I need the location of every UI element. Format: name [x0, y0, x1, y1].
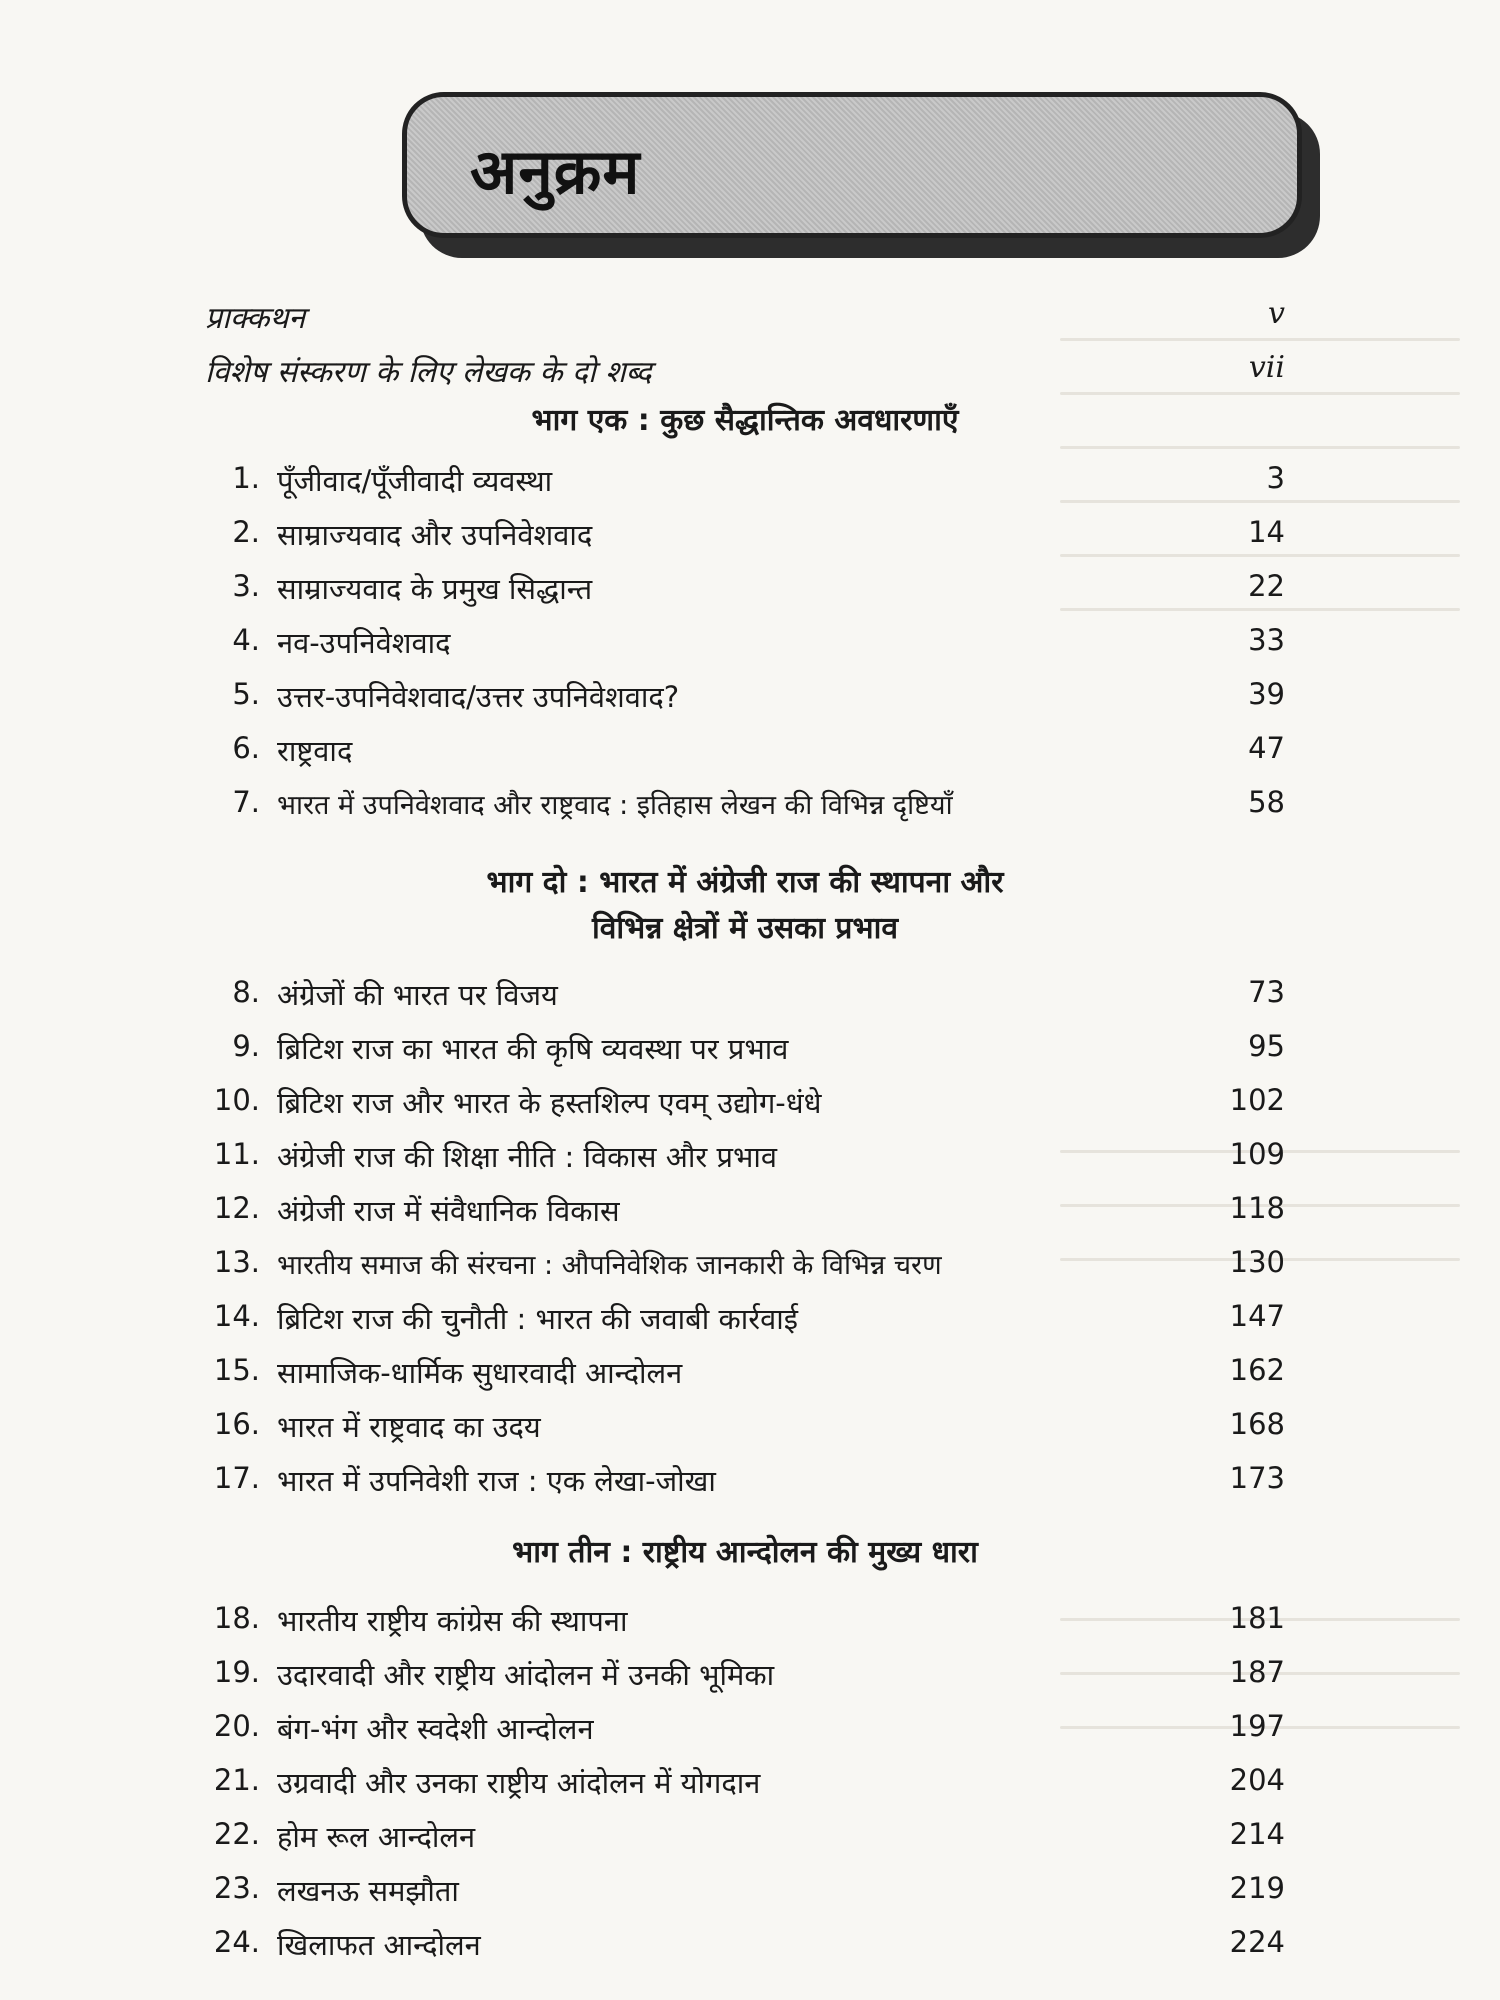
front-matter-page: vii — [1248, 350, 1285, 385]
chapter-title: उदारवादी और राष्ट्रीय आंदोलन में उनकी भूमिका — [277, 1658, 775, 1692]
chapter-title: उत्तर-उपनिवेशवाद/उत्तर उपनिवेशवाद? — [277, 680, 680, 714]
chapter-title: खिलाफत आन्दोलन — [277, 1928, 481, 1962]
chapter-page: 219 — [1229, 1871, 1285, 1905]
chapter-number: 5. — [232, 677, 260, 711]
toc-row — [205, 776, 1285, 830]
chapter-page: 162 — [1229, 1353, 1285, 1387]
chapter-title: लखनऊ समझौता — [277, 1874, 459, 1908]
chapter-title: भारत में राष्ट्रवाद का उदय — [277, 1410, 541, 1444]
toc-row — [205, 1754, 1285, 1808]
chapter-number: 18. — [213, 1601, 260, 1635]
toc-row — [205, 1344, 1285, 1398]
toc-row — [205, 1128, 1285, 1182]
chapter-title: साम्राज्यवाद के प्रमुख सिद्धान्त — [277, 572, 593, 606]
toc-row — [205, 1592, 1285, 1646]
chapter-number: 13. — [213, 1245, 260, 1279]
chapter-page: 187 — [1229, 1655, 1285, 1689]
chapter-title: भारतीय राष्ट्रीय कांग्रेस की स्थापना — [277, 1604, 628, 1638]
chapter-title: अंग्रेजी राज में संवैधानिक विकास — [277, 1194, 620, 1228]
chapter-page: 214 — [1229, 1817, 1285, 1851]
toc-row — [205, 1646, 1285, 1700]
chapter-number: 15. — [213, 1353, 260, 1387]
part-heading — [205, 398, 1285, 444]
chapter-page: 181 — [1229, 1601, 1285, 1635]
chapter-page: 118 — [1229, 1191, 1285, 1225]
part-heading — [205, 860, 1285, 952]
chapter-number: 8. — [232, 975, 260, 1009]
chapter-title: ब्रिटिश राज और भारत के हस्तशिल्प एवम् उद्योग-धंधे — [277, 1086, 822, 1120]
chapter-number: 2. — [232, 515, 260, 549]
chapter-page: 204 — [1229, 1763, 1285, 1797]
toc-row — [205, 668, 1285, 722]
chapter-number: 3. — [232, 569, 260, 603]
chapter-title: राष्ट्रवाद — [277, 734, 353, 768]
chapter-page: 102 — [1229, 1083, 1285, 1117]
toc-list-part-2 — [205, 966, 1285, 1506]
chapter-number: 24. — [213, 1925, 260, 1959]
chapter-page: 58 — [1248, 785, 1285, 819]
chapter-title: उग्रवादी और उनका राष्ट्रीय आंदोलन में योगदान — [277, 1766, 761, 1800]
toc-row — [205, 1236, 1285, 1290]
front-matter-title: विशेष संस्करण के लिए लेखक के दो शब्द — [205, 355, 652, 390]
chapter-title: होम रूल आन्दोलन — [277, 1820, 476, 1854]
chapter-page: 224 — [1229, 1925, 1285, 1959]
chapter-number: 17. — [213, 1461, 260, 1495]
page-title: अनुक्रम — [470, 135, 641, 208]
front-matter-row — [205, 290, 1285, 340]
toc-row — [205, 1452, 1285, 1506]
part-heading-line: भाग तीन : राष्ट्रीय आन्दोलन की मुख्य धारा — [512, 1535, 978, 1570]
toc-row — [205, 1700, 1285, 1754]
chapter-page: 3 — [1266, 461, 1285, 495]
chapter-number: 10. — [213, 1083, 260, 1117]
chapter-title: सामाजिक-धार्मिक सुधारवादी आन्दोलन — [277, 1356, 683, 1390]
part-heading-line: विभिन्न क्षेत्रों में उसका प्रभाव — [591, 911, 899, 946]
chapter-number: 9. — [232, 1029, 260, 1063]
chapter-page: 197 — [1229, 1709, 1285, 1743]
chapter-number: 21. — [213, 1763, 260, 1797]
chapter-number: 23. — [213, 1871, 260, 1905]
chapter-page: 130 — [1229, 1245, 1285, 1279]
front-matter-title: प्राक्कथन — [205, 301, 306, 336]
toc-row — [205, 1290, 1285, 1344]
chapter-title: पूँजीवाद/पूँजीवादी व्यवस्था — [277, 464, 553, 498]
chapter-page: 22 — [1248, 569, 1285, 603]
toc-row — [205, 1398, 1285, 1452]
toc-row — [205, 1808, 1285, 1862]
chapter-page: 168 — [1229, 1407, 1285, 1441]
chapter-number: 14. — [213, 1299, 260, 1333]
toc-row — [205, 1020, 1285, 1074]
chapter-title: बंग-भंग और स्वदेशी आन्दोलन — [277, 1712, 594, 1746]
chapter-title: भारत में उपनिवेशवाद और राष्ट्रवाद : इतिहास लेखन की विभिन्न दृष्टियाँ — [277, 790, 953, 821]
chapter-page: 95 — [1248, 1029, 1285, 1063]
chapter-page: 109 — [1229, 1137, 1285, 1171]
part-heading — [205, 1530, 1285, 1576]
chapter-number: 19. — [213, 1655, 260, 1689]
chapter-title: अंग्रेजों की भारत पर विजय — [277, 978, 558, 1012]
toc-row — [205, 1862, 1285, 1916]
chapter-title: भारतीय समाज की संरचना : औपनिवेशिक जानकारी के विभिन्न चरण — [277, 1250, 942, 1281]
chapter-number: 6. — [232, 731, 260, 765]
chapter-number: 1. — [232, 461, 260, 495]
chapter-page: 14 — [1248, 515, 1285, 549]
toc-row — [205, 452, 1285, 506]
bleed-through-line — [1060, 446, 1460, 449]
chapter-title: अंग्रेजी राज की शिक्षा नीति : विकास और प्रभाव — [277, 1140, 777, 1174]
toc-row — [205, 506, 1285, 560]
toc-list-part-3 — [205, 1592, 1285, 1970]
chapter-page: 39 — [1248, 677, 1285, 711]
toc-list-part-1 — [205, 452, 1285, 830]
toc-row — [205, 1916, 1285, 1970]
chapter-title: भारत में उपनिवेशी राज : एक लेखा-जोखा — [277, 1464, 716, 1498]
chapter-number: 7. — [232, 785, 260, 819]
chapter-number: 22. — [213, 1817, 260, 1851]
chapter-number: 4. — [232, 623, 260, 657]
chapter-page: 47 — [1248, 731, 1285, 765]
part-heading-line: भाग दो : भारत में अंग्रेजी राज की स्थापना और — [486, 865, 1004, 900]
front-matter-page: v — [1268, 296, 1285, 331]
chapter-page: 147 — [1229, 1299, 1285, 1333]
chapter-title: ब्रिटिश राज का भारत की कृषि व्यवस्था पर प्रभाव — [277, 1032, 789, 1066]
toc-row — [205, 560, 1285, 614]
chapter-number: 11. — [213, 1137, 260, 1171]
chapter-number: 20. — [213, 1709, 260, 1743]
chapter-title: ब्रिटिश राज की चुनौती : भारत की जवाबी कार्रवाई — [277, 1302, 798, 1336]
chapter-page: 73 — [1248, 975, 1285, 1009]
chapter-number: 12. — [213, 1191, 260, 1225]
part-heading-line: भाग एक : कुछ सैद्धान्तिक अवधारणाएँ — [531, 403, 959, 438]
chapter-title: साम्राज्यवाद और उपनिवेशवाद — [277, 518, 593, 552]
toc-row — [205, 722, 1285, 776]
chapter-number: 16. — [213, 1407, 260, 1441]
chapter-title: नव-उपनिवेशवाद — [277, 626, 451, 660]
toc-row — [205, 966, 1285, 1020]
chapter-page: 173 — [1229, 1461, 1285, 1495]
toc-row — [205, 1074, 1285, 1128]
front-matter-row — [205, 344, 1285, 394]
toc-row — [205, 1182, 1285, 1236]
chapter-page: 33 — [1248, 623, 1285, 657]
toc-row — [205, 614, 1285, 668]
